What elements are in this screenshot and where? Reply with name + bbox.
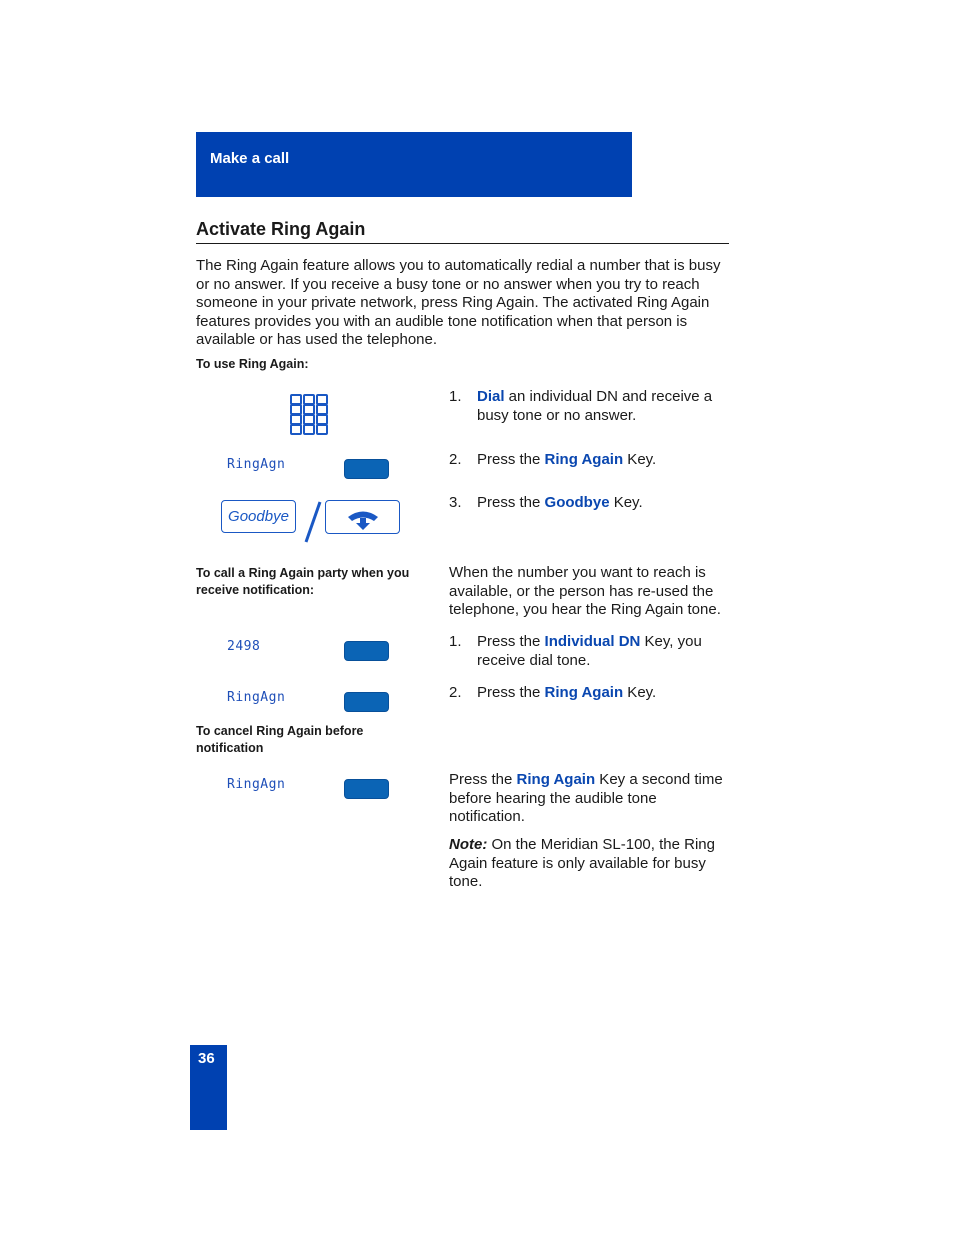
step-text: an individual DN and receive a busy tone or no answer. (477, 388, 713, 424)
step-text: Key. (609, 494, 643, 511)
cancel-instruction (449, 771, 729, 827)
notify-heading: To call a Ring Again party when you receive notification: (196, 566, 410, 597)
lcd-label-ringagn: RingAgn (227, 777, 286, 792)
chapter-header (196, 132, 632, 197)
cancel-note (449, 836, 729, 892)
page-number-tab (190, 1045, 227, 1130)
step-text: Key, you receive dial tone. (477, 633, 702, 669)
lcd-label-ringagn: RingAgn (227, 690, 286, 705)
goodbye-label: Goodbye (228, 508, 289, 525)
note-text: On the Meridian SL-100, the Ring Again feature is only available for busy tone. (449, 836, 715, 891)
note-label: Note: (449, 836, 488, 853)
cancel-heading: To cancel Ring Again before notification (196, 724, 364, 755)
dialpad-icon (290, 394, 328, 434)
ring-again-key-ref: Ring Again (544, 451, 624, 468)
individual-dn-key-ref: Individual DN (544, 633, 641, 650)
step-text: Key a second time before hearing the audible tone notification. (449, 771, 723, 826)
step-number: 3. (449, 494, 462, 511)
step-text: Press the (477, 451, 545, 468)
release-button[interactable] (325, 500, 400, 534)
step-number: 1. (449, 633, 462, 650)
lcd-label-dn: 2498 (227, 639, 261, 654)
handset-release-icon (326, 501, 401, 535)
ring-again-softkey[interactable] (344, 459, 389, 479)
individual-dn-key[interactable] (344, 641, 389, 661)
lcd-label-ringagn: RingAgn (227, 457, 286, 472)
step-number: 2. (449, 451, 462, 468)
step-text: Press the (477, 684, 545, 701)
ring-again-key-ref: Ring Again (544, 684, 624, 701)
title-rule (196, 243, 729, 244)
step-text: Press the (477, 633, 545, 650)
section-title: Activate Ring Again (196, 219, 366, 239)
step-text: Key. (623, 451, 657, 468)
step-number: 2. (449, 684, 462, 701)
goodbye-button[interactable] (221, 500, 296, 533)
chapter-title: Make a call (210, 150, 290, 167)
ring-again-softkey[interactable] (344, 779, 389, 799)
step-text: Press the (477, 494, 545, 511)
goodbye-key-ref: Goodbye (544, 494, 610, 511)
use-heading: To use Ring Again: (196, 357, 309, 371)
or-slash-icon (302, 500, 322, 544)
notify-intro: When the number you want to reach is available, or the person has re-used the telephone, you hear the Ring Again tone. (449, 564, 721, 619)
page-number: 36 (198, 1050, 215, 1067)
ring-again-key-ref: Ring Again (516, 771, 596, 788)
step-number: 1. (449, 388, 462, 405)
dial-key-ref: Dial (477, 388, 505, 405)
intro-paragraph: The Ring Again feature allows you to automatically redial a number that is busy or no answer. If you receive a busy tone or no answer when you try to reach someone in your private network, press Ring Again. The activated Ring Again features provides you with an audible tone notification when that person is available or has used the telephone. (196, 257, 721, 349)
ring-again-softkey[interactable] (344, 692, 389, 712)
step-text: Press the (449, 771, 517, 788)
step-text: Key. (623, 684, 657, 701)
